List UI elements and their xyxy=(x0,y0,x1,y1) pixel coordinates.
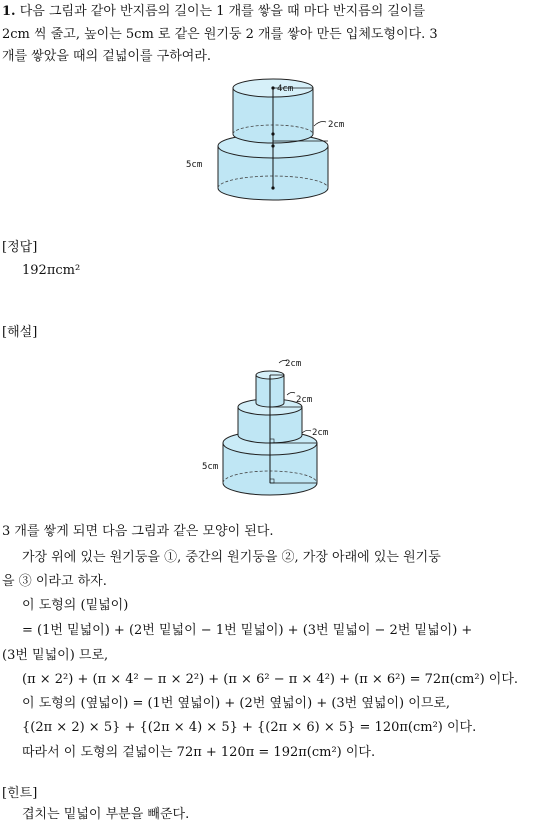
solution-line-3: 을 ③ 이라고 하자. xyxy=(2,574,107,589)
fig2-label-height: 5cm xyxy=(202,462,219,472)
solution-line-6: (3번 밑넓이) 므로, xyxy=(2,648,109,663)
solution-line-4: 이 도형의 (밑넓이) xyxy=(22,598,129,613)
problem-line-1 xyxy=(2,3,425,21)
fig2-label-low: 2cm xyxy=(312,428,329,438)
fig2-label-top: 2cm xyxy=(285,359,302,369)
figure-three-cylinders xyxy=(215,355,365,505)
problem-text-1: 다음 그림과 같아 반지름의 길이는 1 개를 쌓을 때 마다 반지름의 길이를 xyxy=(19,4,426,19)
hint-text: 겹치는 밑넓이 부분을 빼준다. xyxy=(22,807,190,822)
solution-line-10: 따라서 이 도형의 겉넓이는 72π + 120π = 192π(cm²) 이다. xyxy=(22,745,376,760)
fig1-label-height: 5cm xyxy=(186,160,203,170)
problem-line-3: 개를 쌓았을 때의 겉넓이를 구하여라. xyxy=(2,49,212,64)
solution-line-9: {(2π × 2) × 5} + {(2π × 4) × 5} + {(2π × 6) × 5} = 120π(cm²) 이다. xyxy=(22,720,477,735)
answer-value: 192πcm² xyxy=(22,263,81,278)
figure-two-cylinders xyxy=(180,76,360,210)
hint-header: [힌트] xyxy=(2,786,38,801)
problem-line-2: 2cm 씩 줄고, 높이는 5cm 로 같은 원기둥 2 개를 쌓아 만든 입체도형이다. 3 xyxy=(2,27,438,42)
fig2-label-mid: 2cm xyxy=(296,395,313,405)
solution-line-7: (π × 2²) + (π × 4² − π × 2²) + (π × 6² − π × 4²) + (π × 6²) = 72π(cm²) 이다. xyxy=(22,672,519,687)
solution-line-1: 3 개를 쌓게 되면 다음 그림과 같은 모양이 된다. xyxy=(2,524,274,539)
problem-number: 1. xyxy=(2,4,16,19)
solution-line-5: = (1번 밑넓이) + (2번 밑넓이 − 1번 밑넓이) + (3번 밑넓이 − 2번 밑넓이) + xyxy=(22,623,473,638)
answer-header: [정답] xyxy=(2,240,38,255)
solution-line-8: 이 도형의 (옆넓이) = (1번 옆넓이) + (2번 옆넓이) + (3번 옆넓이) 이므로, xyxy=(22,696,451,711)
fig1-label-top-radius: 4cm xyxy=(277,84,294,94)
fig1-label-step: 2cm xyxy=(328,120,345,130)
solution-line-2: 가장 위에 있는 원기둥을 ①, 중간의 원기둥을 ②, 가장 아래에 있는 원기둥 xyxy=(22,550,441,565)
solution-header: [해설] xyxy=(2,325,38,340)
